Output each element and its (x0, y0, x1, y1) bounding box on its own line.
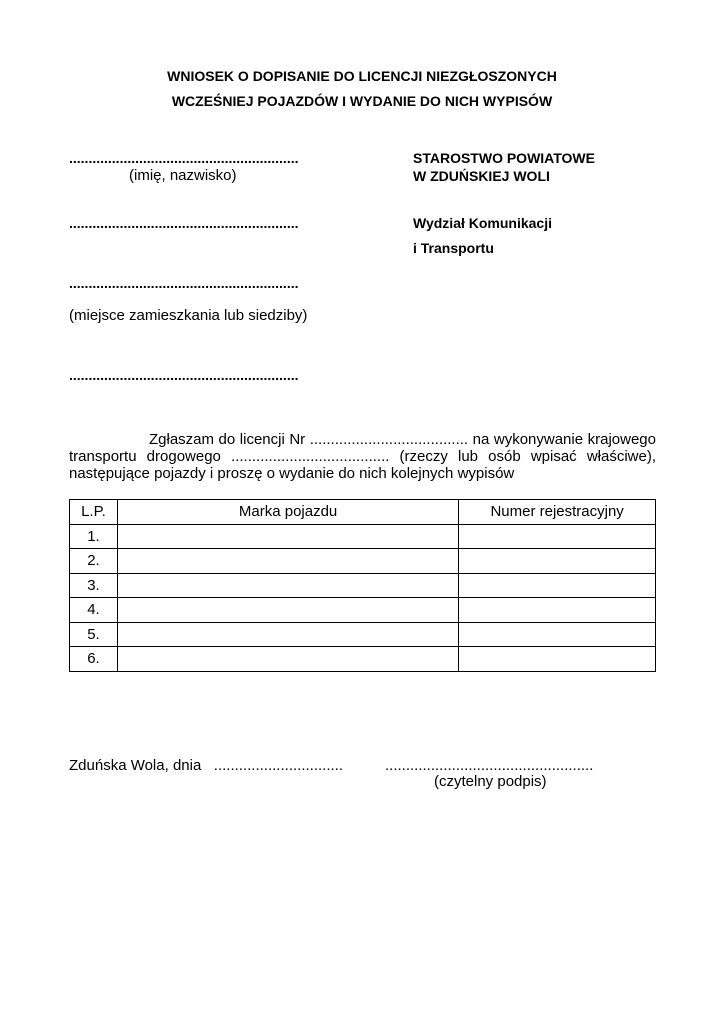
request-line-3: następujące pojazdy i proszę o wydanie do nich kolejnych wypisów (69, 465, 515, 482)
signature-field[interactable]: .................................................. (385, 757, 594, 774)
vehicle-make-cell[interactable] (117, 549, 458, 574)
recipient-dept-line-2: i Transportu (413, 240, 494, 256)
table-row (70, 598, 656, 623)
registration-number-cell[interactable] (459, 598, 656, 623)
registration-number-cell[interactable] (459, 573, 656, 598)
place-date-field[interactable]: Zduńska Wola, dnia ............................... (69, 757, 343, 774)
request-line-1: Zgłaszam do licencji Nr ...................................... na wykonywanie krajowego (149, 431, 656, 448)
table-row (70, 647, 656, 672)
header-vehicle-make: Marka pojazdu (117, 500, 458, 525)
table-row (70, 622, 656, 647)
signature-label: (czytelny podpis) (434, 773, 547, 790)
recipient-dept-line-1: Wydział Komunikacji (413, 215, 552, 231)
row-number: 6. (70, 647, 118, 672)
vehicle-make-cell[interactable] (117, 524, 458, 549)
table-header-row (70, 500, 656, 525)
recipient-office-line-1: STAROSTWO POWIATOWE (413, 150, 595, 166)
document-title-line-1: WNIOSEK O DOPISANIE DO LICENCJI NIEZGŁOSZONYCH (167, 68, 557, 84)
table-row (70, 549, 656, 574)
table-row (70, 524, 656, 549)
vehicles-table (69, 499, 656, 672)
row-number: 3. (70, 573, 118, 598)
document-title-line-2: WCZEŚNIEJ POJAZDÓW I WYDANIE DO NICH WYPISÓW (171, 93, 553, 109)
applicant-address-field[interactable]: ........................................................... (69, 275, 299, 291)
row-number: 1. (70, 524, 118, 549)
recipient-office-line-2: W ZDUŃSKIEJ WOLI (413, 168, 550, 184)
table-row (70, 573, 656, 598)
vehicle-make-cell[interactable] (117, 598, 458, 623)
registration-number-cell[interactable] (459, 524, 656, 549)
row-number: 2. (70, 549, 118, 574)
vehicle-make-cell[interactable] (117, 622, 458, 647)
applicant-name-field[interactable]: ........................................................... (69, 150, 299, 166)
registration-number-cell[interactable] (459, 549, 656, 574)
header-registration-number: Numer rejestracyjny (459, 500, 656, 525)
row-number: 5. (70, 622, 118, 647)
request-paragraph (69, 431, 656, 482)
applicant-name-label: (imię, nazwisko) (129, 167, 237, 184)
header-lp: L.P. (70, 500, 118, 525)
vehicle-make-cell[interactable] (117, 573, 458, 598)
applicant-line-2-field[interactable]: ........................................................... (69, 215, 299, 231)
row-number: 4. (70, 598, 118, 623)
vehicle-make-cell[interactable] (117, 647, 458, 672)
applicant-line-4-field[interactable]: ........................................................... (69, 367, 299, 383)
request-line-2: transportu drogowego ...................................... (rzeczy lub osób wpisać właściwe), (69, 448, 656, 465)
applicant-address-label: (miejsce zamieszkania lub siedziby) (69, 307, 308, 324)
registration-number-cell[interactable] (459, 647, 656, 672)
registration-number-cell[interactable] (459, 622, 656, 647)
